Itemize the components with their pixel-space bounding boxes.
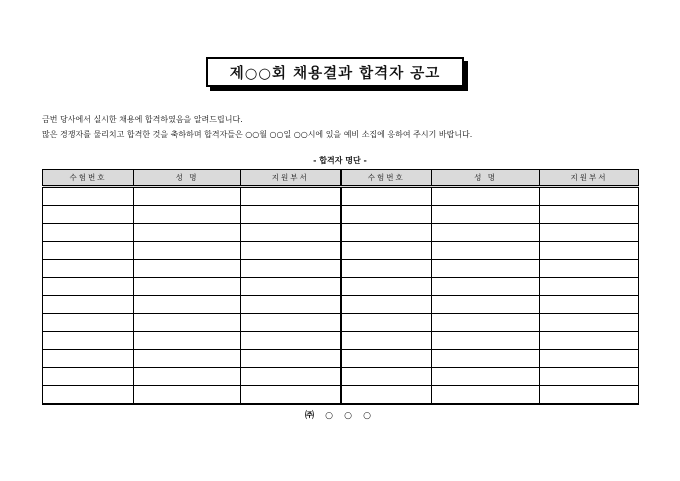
- table-cell[interactable]: [432, 278, 540, 296]
- table-cell[interactable]: [432, 206, 540, 224]
- header-exam-number-2: 수험번호: [341, 170, 432, 187]
- title-box: [206, 57, 464, 87]
- table-cell[interactable]: [134, 296, 241, 314]
- table-cell[interactable]: [432, 260, 540, 278]
- table-cell[interactable]: [241, 206, 341, 224]
- table-body: [43, 187, 639, 405]
- table-cell[interactable]: [43, 278, 134, 296]
- company-name: ㈜ ○ ○ ○: [305, 411, 375, 421]
- table-cell[interactable]: [134, 224, 241, 242]
- table-cell[interactable]: [432, 187, 540, 206]
- table-cell[interactable]: [43, 206, 134, 224]
- table-cell[interactable]: [341, 386, 432, 405]
- table-cell[interactable]: [540, 206, 639, 224]
- table-cell[interactable]: [43, 224, 134, 242]
- table-row: [43, 368, 639, 386]
- table-cell[interactable]: [540, 242, 639, 260]
- table-row: [43, 187, 639, 206]
- table-cell[interactable]: [43, 368, 134, 386]
- intro-line-1: 금번 당사에서 실시한 채용에 합격하였음을 알려드립니다.: [42, 115, 243, 124]
- table-cell[interactable]: [432, 296, 540, 314]
- table-cell[interactable]: [134, 350, 241, 368]
- header-department-2: 지원부서: [540, 170, 639, 187]
- table-cell[interactable]: [241, 224, 341, 242]
- table-cell[interactable]: [540, 296, 639, 314]
- page-title: 제○○회 채용결과 합격자 공고: [229, 64, 441, 82]
- table-cell[interactable]: [341, 350, 432, 368]
- table-cell[interactable]: [540, 386, 639, 405]
- table-row: [43, 206, 639, 224]
- table-cell[interactable]: [134, 206, 241, 224]
- table-cell[interactable]: [43, 386, 134, 405]
- header-exam-number: 수험번호: [43, 170, 134, 187]
- header-department: 지원부서: [241, 170, 341, 187]
- table-cell[interactable]: [341, 332, 432, 350]
- table-cell[interactable]: [432, 332, 540, 350]
- table-cell[interactable]: [134, 260, 241, 278]
- table-cell[interactable]: [341, 368, 432, 386]
- table-row: [43, 278, 639, 296]
- table-cell[interactable]: [134, 278, 241, 296]
- table-cell[interactable]: [540, 368, 639, 386]
- table-cell[interactable]: [341, 260, 432, 278]
- table-cell[interactable]: [134, 368, 241, 386]
- table-cell[interactable]: [432, 368, 540, 386]
- table-cell[interactable]: [241, 332, 341, 350]
- table-cell[interactable]: [241, 260, 341, 278]
- table-cell[interactable]: [540, 260, 639, 278]
- table-cell[interactable]: [241, 242, 341, 260]
- table-cell[interactable]: [341, 242, 432, 260]
- table-cell[interactable]: [43, 332, 134, 350]
- table-cell[interactable]: [134, 332, 241, 350]
- table-cell[interactable]: [540, 224, 639, 242]
- table-cell[interactable]: [43, 242, 134, 260]
- table-row: [43, 260, 639, 278]
- table-row: [43, 350, 639, 368]
- table-cell[interactable]: [341, 206, 432, 224]
- table-cell[interactable]: [341, 314, 432, 332]
- header-name-2: 성 명: [432, 170, 540, 187]
- table-cell[interactable]: [43, 296, 134, 314]
- table-row: [43, 314, 639, 332]
- header-name: 성 명: [134, 170, 241, 187]
- table-row: [43, 242, 639, 260]
- table-cell[interactable]: [241, 386, 341, 405]
- table-cell[interactable]: [43, 260, 134, 278]
- table-cell[interactable]: [540, 187, 639, 206]
- table-cell[interactable]: [432, 386, 540, 405]
- table-cell[interactable]: [432, 224, 540, 242]
- table-cell[interactable]: [43, 350, 134, 368]
- table-cell[interactable]: [134, 314, 241, 332]
- table-cell[interactable]: [432, 350, 540, 368]
- table-cell[interactable]: [540, 278, 639, 296]
- table-cell[interactable]: [134, 242, 241, 260]
- table-cell[interactable]: [341, 224, 432, 242]
- table-cell[interactable]: [43, 314, 134, 332]
- table-cell[interactable]: [241, 314, 341, 332]
- table-cell[interactable]: [540, 350, 639, 368]
- applicant-table: [42, 169, 639, 405]
- table-cell[interactable]: [241, 278, 341, 296]
- table-cell[interactable]: [341, 296, 432, 314]
- table-cell[interactable]: [134, 386, 241, 405]
- table-cell[interactable]: [341, 187, 432, 206]
- table-cell[interactable]: [540, 332, 639, 350]
- table-cell[interactable]: [134, 187, 241, 206]
- table-row: [43, 386, 639, 405]
- list-title: - 합격자 명단 -: [313, 156, 367, 165]
- table-row: [43, 224, 639, 242]
- intro-line-2: 많은 경쟁자를 물리치고 합격한 것을 축하하며 합격자들은 ○○월 ○○일 ○○시에 있을 예비 소집에 응하여 주시기 바랍니다.: [42, 130, 473, 139]
- table-cell[interactable]: [341, 278, 432, 296]
- table-cell[interactable]: [540, 314, 639, 332]
- table-cell[interactable]: [432, 242, 540, 260]
- table-row: [43, 332, 639, 350]
- table-cell[interactable]: [241, 296, 341, 314]
- table-cell[interactable]: [241, 187, 341, 206]
- table-header-row: [43, 170, 639, 187]
- intro-text: [42, 112, 472, 142]
- table-cell[interactable]: [241, 350, 341, 368]
- table-cell[interactable]: [241, 368, 341, 386]
- table-cell[interactable]: [432, 314, 540, 332]
- table-row: [43, 296, 639, 314]
- table-cell[interactable]: [43, 187, 134, 206]
